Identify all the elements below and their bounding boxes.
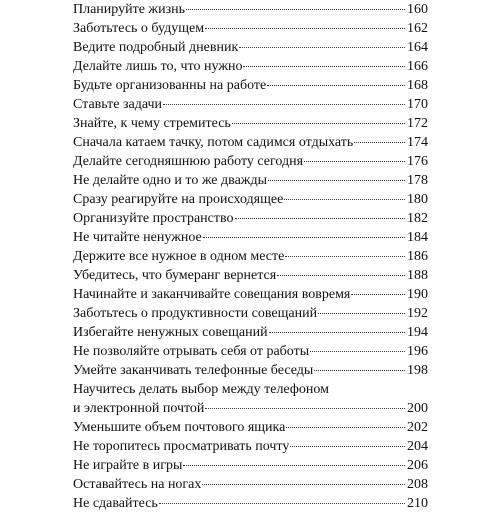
toc-page-number: 166 [407,59,428,74]
toc-entry-title: Держите все нужное в одном месте [73,249,285,264]
toc-page-number: 202 [407,420,428,435]
dot-leader [159,503,405,504]
toc-entry-title: Не читайте ненужное [73,230,202,245]
toc-entry-title: Сразу реагируйте на происходящее [73,192,284,207]
toc-page-number: 174 [407,135,428,150]
dot-leader [163,104,405,105]
toc-entry-title: Уменьшите объем почтового ящика [73,420,286,435]
dot-leader [284,199,405,200]
toc-entry-title: Не делайте одно и то же дважды [73,173,267,188]
toc-entry-title: Убедитесь, что бумеранг вернется [73,268,277,283]
dot-leader [318,313,405,314]
toc-entry-title: Научитесь делать выбор между телефоном [73,382,329,397]
toc-page-number: 172 [407,116,428,131]
toc-entry[interactable] [73,228,428,247]
toc-entry[interactable] [73,266,428,285]
toc-entry[interactable] [73,342,428,361]
toc-page-number: 198 [407,363,428,378]
toc-page-number: 164 [407,40,428,55]
toc-page-number: 206 [407,458,428,473]
toc-page-number: 210 [407,496,428,511]
dot-leader [304,161,405,162]
dot-leader [205,28,405,29]
toc-entry[interactable] [73,380,428,418]
toc-entry-title: Оставайтесь на ногах [73,477,202,492]
toc-page-number: 180 [407,192,428,207]
toc-entry[interactable] [73,19,428,38]
toc-page-number: 190 [407,287,428,302]
dot-leader [243,66,405,67]
toc-entry[interactable] [73,209,428,228]
toc-entry[interactable] [73,95,428,114]
toc-entry-title: Знайте, к чему стремитесь [73,116,231,131]
dot-leader [235,218,405,219]
toc-entry[interactable] [73,304,428,323]
toc-page-number: 192 [407,306,428,321]
toc-entry[interactable] [73,114,428,133]
toc-page-number: 162 [407,21,428,36]
toc-entry-title: Делайте сегодняшнюю работу сегодня [73,154,304,169]
dot-leader [314,370,405,371]
toc-entry-title: Ставьте задачи [73,97,163,112]
toc-entry-title: Заботьтесь о будущем [73,21,205,36]
dot-leader [290,446,405,447]
toc-page-number: 176 [407,154,428,169]
toc-entry-title: Не торопитесь просматривать почту [73,439,290,454]
toc-entry-title: Будьте организованны на работе [73,78,267,93]
toc-entry[interactable] [73,76,428,95]
toc-page-number: 170 [407,97,428,112]
toc-page-number: 200 [407,401,428,416]
dot-leader [351,294,405,295]
dot-leader [267,85,405,86]
toc-page-number: 208 [407,477,428,492]
toc-entry[interactable] [73,247,428,266]
toc-entry[interactable] [73,323,428,342]
toc-entry[interactable] [73,152,428,171]
dot-leader [203,237,405,238]
toc-entry[interactable] [73,0,428,19]
toc-entry[interactable] [73,418,428,437]
toc-entry[interactable] [73,171,428,190]
toc-page-number: 184 [407,230,428,245]
toc-entry-title: Не сдавайтесь [73,496,158,511]
toc-page-number: 182 [407,211,428,226]
toc-page-number: 168 [407,78,428,93]
dot-leader [310,351,405,352]
dot-leader [277,275,405,276]
dot-leader [183,465,405,466]
toc-page-number: 204 [407,439,428,454]
toc-page-number: 186 [407,249,428,264]
toc-entry[interactable] [73,38,428,57]
toc-entry-title: Заботьтесь о продуктивности совещаний [73,306,318,321]
toc-page-number: 194 [407,325,428,340]
toc-entry[interactable] [73,285,428,304]
toc-entry-title: Умейте заканчивать телефонные беседы [73,363,314,378]
toc-entry[interactable] [73,190,428,209]
toc-entry-title: Не позволяйте отрывать себя от работы [73,344,310,359]
dot-leader [286,427,405,428]
toc-entry-title: Делайте лишь то, что нужно [73,59,243,74]
toc-entry[interactable] [73,494,428,513]
toc-page-number: 160 [407,2,428,17]
toc-entry-title: Организуйте пространство [73,211,234,226]
toc-entry[interactable] [73,57,428,76]
toc-page-number: 196 [407,344,428,359]
dot-leader [232,123,405,124]
toc-entry-title: Сначала катаем тачку, потом садимся отдыхать [73,135,354,150]
dot-leader [239,47,405,48]
toc-entry-title: Не играйте в игры [73,458,183,473]
dot-leader [202,484,405,485]
toc-entry-title: Планируйте жизнь [73,2,186,17]
dot-leader [354,142,405,143]
dot-leader [186,9,405,10]
dot-leader [285,256,405,257]
toc-entry[interactable] [73,456,428,475]
dot-leader [269,332,405,333]
dot-leader [205,408,405,409]
dot-leader [268,180,405,181]
toc-entry[interactable] [73,361,428,380]
toc-page-number: 178 [407,173,428,188]
toc-entry[interactable] [73,475,428,494]
toc-entry-title-continued: и электронной почтой [73,401,205,416]
toc-entry-title: Избегайте ненужных совещаний [73,325,268,340]
table-of-contents [73,0,428,513]
toc-entry[interactable] [73,133,428,152]
toc-entry-title: Начинайте и заканчивайте совещания вовремя [73,287,351,302]
toc-page-number: 188 [407,268,428,283]
toc-entry-title: Ведите подробный дневник [73,40,239,55]
toc-entry[interactable] [73,437,428,456]
